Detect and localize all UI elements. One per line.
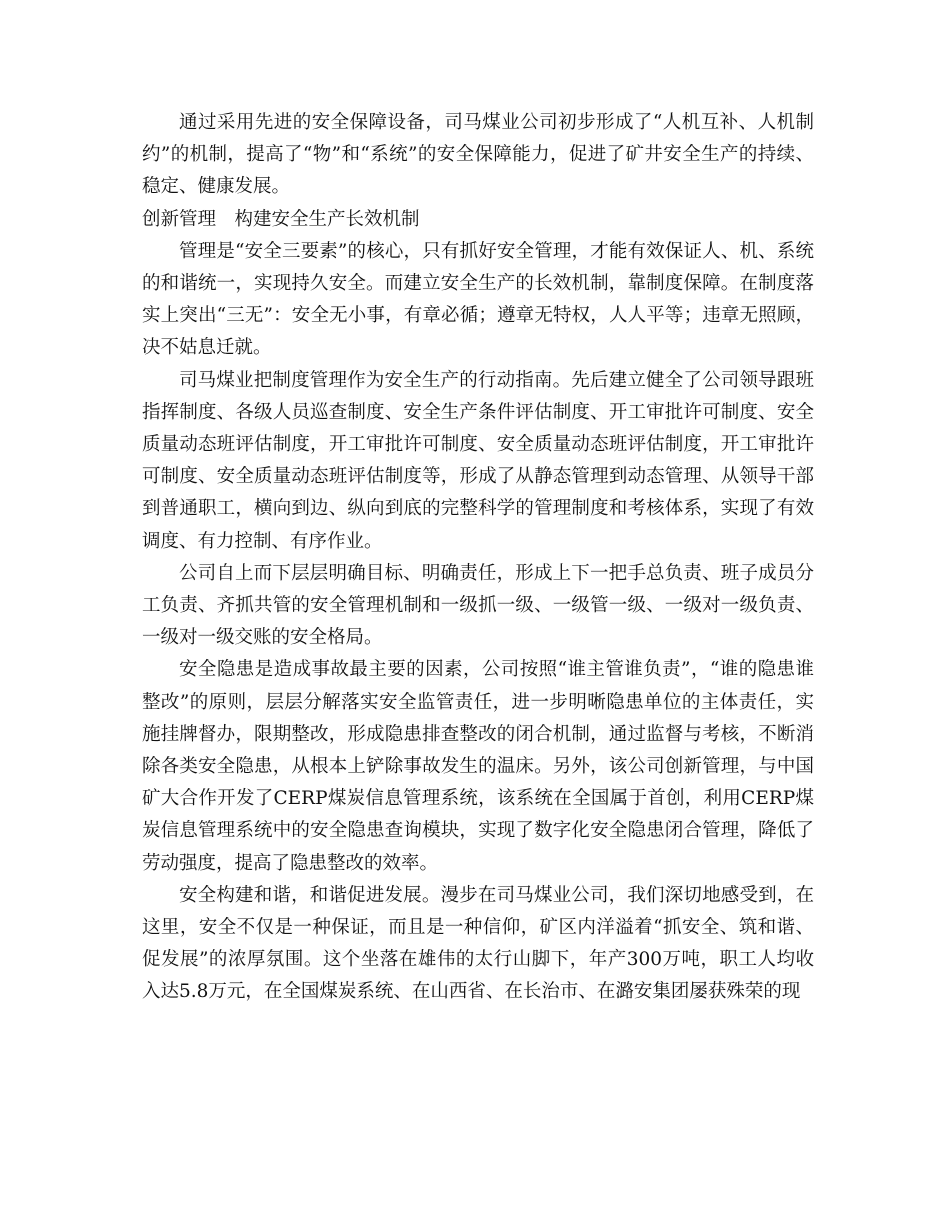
paragraph-equipment: 通过采用先进的安全保障设备，司马煤业公司初步形成了“人机互补、人机制约”的机制，提高了“物”和“系统”的安全保障能力，促进了矿井安全生产的持续、稳定、健康发展。 <box>142 112 814 198</box>
paragraph-harmony: 安全构建和谐，和谐促进发展。漫步在司马煤业公司，我们深切地感受到，在这里，安全不仅是一种保证，而且是一种信仰，矿区内洋溢着“抓安全、筑和谐、促发展”的浓厚氛围。这个坐落在雄伟的太行山脚下，年产300万吨，职工人均收入达5.8万元，在全国煤炭系统、在山西省、在长治市、在潞安集团屡获殊荣的现 <box>142 884 814 1003</box>
paragraph-management-core: 管理是“安全三要素”的核心，只有抓好安全管理，才能有效保证人、机、系统的和谐统一，实现持久安全。而建立安全生产的长效机制，靠制度保障。在制度落实上突出“三无”：安全无小事，有章必循；遵章无特权，人人平等；违章无照顾，决不姑息迁就。 <box>142 240 814 359</box>
paragraph-responsibility: 公司自上而下层层明确目标、明确责任，形成上下一把手总负责、班子成员分工负责、齐抓共管的安全管理机制和一级抓一级、一级管一级、一级对一级负责、一级对一级交账的安全格局。 <box>142 562 814 649</box>
paragraph-hazards: 安全隐患是造成事故最主要的因素，公司按照“谁主管谁负责”，“谁的隐患谁整改”的原则，层层分解落实安全监管责任，进一步明晰隐患单位的主体责任，实施挂牌督办，限期整改，形成隐患排查整改的闭合机制，通过监督与考核，不断消除各类安全隐患，从根本上铲除事故发生的温床。另外，该公司创新管理，与中国矿大合作开发了CERP煤炭信息管理系统，该系统在全国属于首创，利用CERP煤炭信息管理系统中的安全隐患查询模块，实现了数字化安全隐患闭合管理，降低了劳动强度，提高了隐患整改的效率。 <box>142 659 814 874</box>
document-page <box>142 107 814 1009</box>
section-heading: 创新管理 构建安全生产长效机制 <box>142 208 420 230</box>
paragraph-system-management: 司马煤业把制度管理作为安全生产的行动指南。先后建立健全了公司领导跟班指挥制度、各级人员巡查制度、安全生产条件评估制度、开工审批许可制度、安全质量动态班评估制度，开工审批许可制度、安全质量动态班评估制度，开工审批许可制度、安全质量动态班评估制度等，形成了从静态管理到动态管理、从领导干部到普通职工，横向到边、纵向到底的完整科学的管理制度和考核体系，实现了有效调度、有力控制、有序作业。 <box>142 369 814 552</box>
